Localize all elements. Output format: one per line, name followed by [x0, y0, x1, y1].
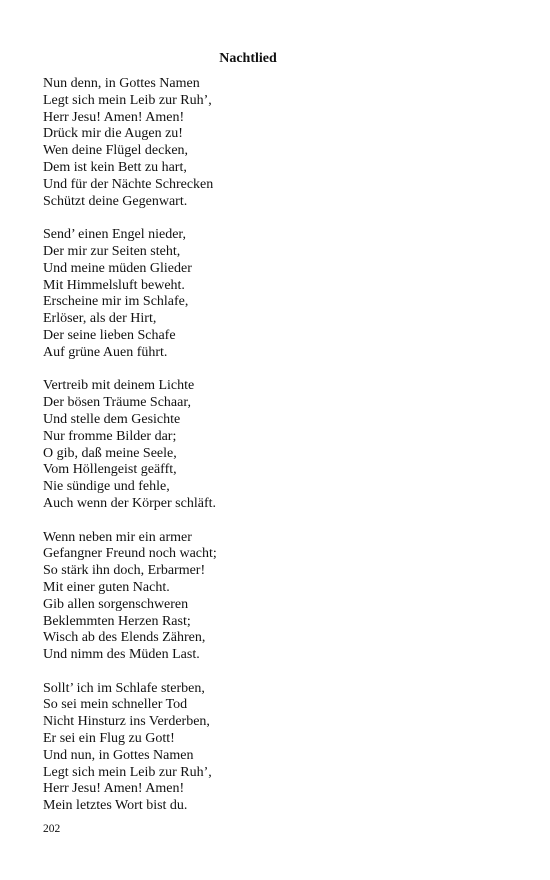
poem-line: Gefangner Freund noch wacht;: [43, 546, 217, 562]
stanza-2: [43, 227, 513, 361]
poem-line: Nun denn, in Gottes Namen: [43, 76, 200, 91]
poem-line: Und stelle dem Gesichte: [43, 411, 181, 427]
poem-line: Wenn neben mir ein armer: [43, 529, 192, 545]
poem-line: Und meine müden Glieder: [43, 260, 192, 276]
poem-line: Sollt’ ich im Schlafe sterben,: [43, 680, 205, 696]
poem-line: Drück mir die Augen zu!: [43, 126, 183, 142]
poem-line: Mit Himmelsluft beweht.: [43, 277, 185, 293]
poem-line: Schützt deine Gegenwart.: [43, 193, 188, 209]
poem-line: Mein letztes Wort bist du.: [43, 798, 188, 814]
stanza-3: [43, 378, 513, 512]
stanza-5: [43, 681, 513, 815]
stanza-4: [43, 530, 513, 664]
poem-line: Gib allen sorgenschweren: [43, 596, 189, 612]
poem-line: Erlöser, als der Hirt,: [43, 311, 157, 327]
poem-line: Nicht Hinsturz ins Verderben,: [43, 714, 210, 730]
poem-line: Und nimm des Müden Last.: [43, 647, 200, 663]
poem-line: Der seine lieben Schafe: [43, 327, 176, 343]
poem-line: Nur fromme Bilder dar;: [43, 428, 177, 444]
poem-body: [43, 76, 513, 832]
poem-line: Nie sündige und fehle,: [43, 479, 170, 495]
poem-line: Erscheine mir im Schlafe,: [43, 294, 189, 310]
poem-line: Mit einer guten Nacht.: [43, 579, 170, 595]
poem-line: Und nun, in Gottes Namen: [43, 747, 194, 763]
poem-title: Nachtlied: [219, 51, 277, 66]
poem-line: Beklemmten Herzen Rast;: [43, 613, 191, 629]
poem-line: Er sei ein Flug zu Gott!: [43, 731, 175, 747]
poem-line: Auch wenn der Körper schläft.: [43, 495, 216, 511]
poem-line: Auf grüne Auen führt.: [43, 344, 168, 360]
poem-line: Wisch ab des Elends Zähren,: [43, 630, 206, 646]
poem-line: O gib, daß meine Seele,: [43, 445, 177, 461]
poem-line: Vom Höllengeist geäfft,: [43, 462, 177, 478]
poem-line: Legt sich mein Leib zur Ruh’,: [43, 764, 212, 780]
poem-line: Herr Jesu! Amen! Amen!: [43, 109, 185, 125]
poem-line: Der bösen Träume Schaar,: [43, 395, 191, 411]
stanza-1: [43, 76, 513, 210]
poem-line: Send’ einen Engel nieder,: [43, 227, 187, 243]
poem-line: Legt sich mein Leib zur Ruh’,: [43, 92, 212, 108]
poem-line: So stärk ihn doch, Erbarmer!: [43, 563, 206, 579]
poem-line: Der mir zur Seiten steht,: [43, 243, 181, 259]
poem-line: Herr Jesu! Amen! Amen!: [43, 781, 185, 797]
poem-line: So sei mein schneller Tod: [43, 697, 188, 713]
poem-line: Dem ist kein Bett zu hart,: [43, 159, 187, 175]
page-number: 202: [43, 823, 61, 835]
poem-line: Und für der Nächte Schrecken: [43, 176, 214, 192]
poem-line: Wen deine Flügel decken,: [43, 143, 189, 159]
poem-line: Vertreib mit deinem Lichte: [43, 378, 195, 394]
